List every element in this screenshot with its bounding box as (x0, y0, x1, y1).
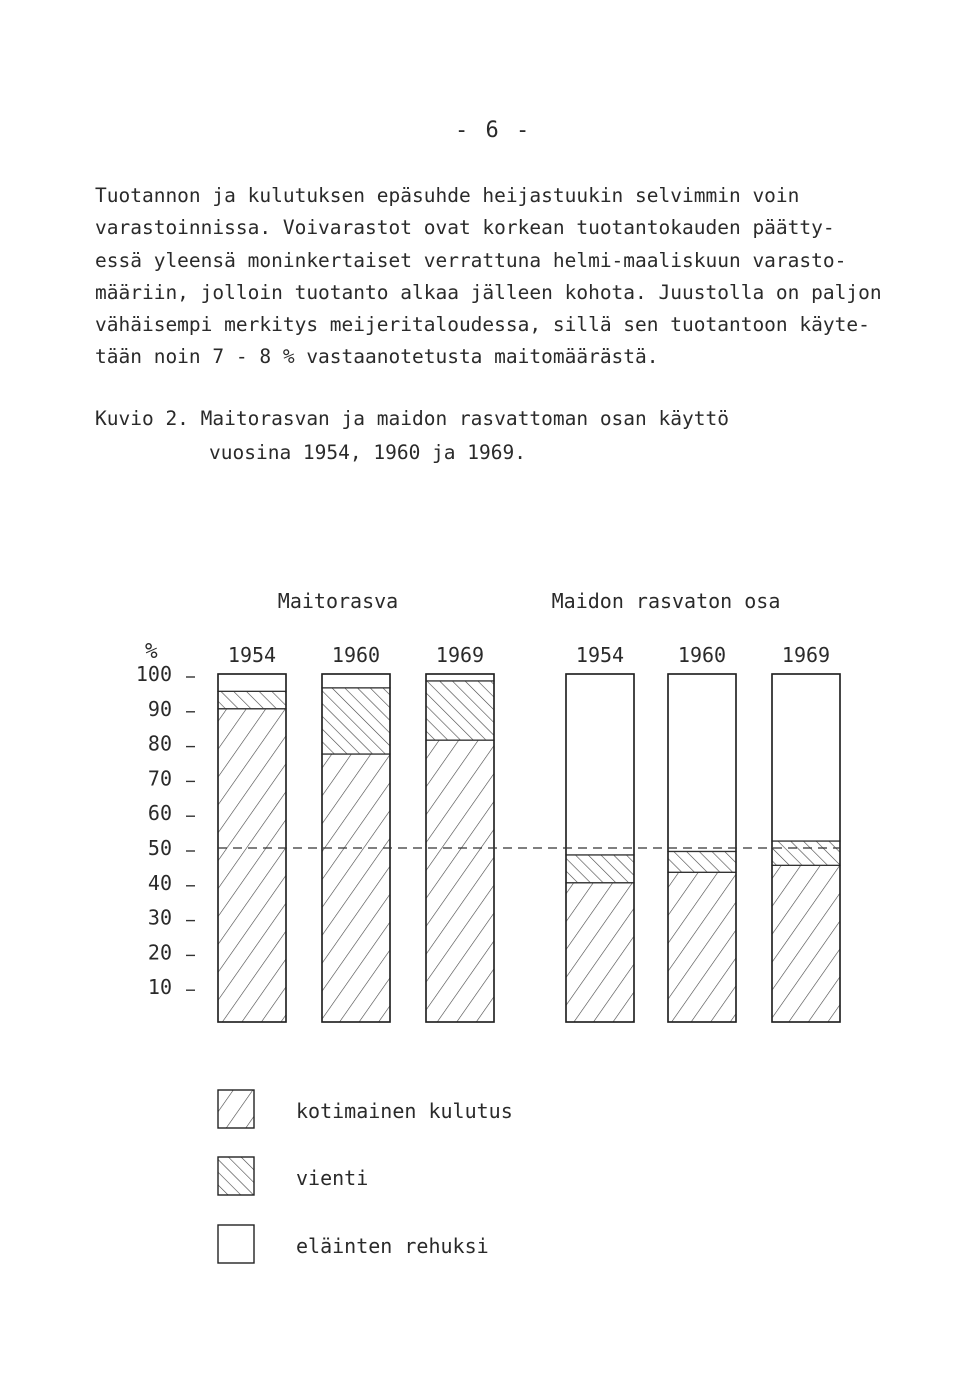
y-unit-label: % (145, 639, 158, 663)
y-tick-label: 60 (147, 801, 172, 826)
x-category-label: 1969 (435, 643, 485, 667)
paragraph-line: essä yleensä moninkertaiset verrattuna helmi-maaliskuun varasto- (95, 248, 847, 272)
legend-label: eläinten rehuksi (296, 1234, 489, 1258)
y-tick-label: 50 (147, 836, 172, 860)
bar-segment-domestic (566, 883, 634, 1022)
bar-segment-feed (566, 674, 634, 855)
paragraph-line: tään noin 7 - 8 % vastaanotetusta maitomäärästä. (95, 345, 659, 369)
bar-segment-feed (322, 674, 390, 688)
bar-segment-domestic (218, 709, 286, 1022)
x-category-label: 1954 (575, 643, 625, 667)
legend-swatch (218, 1225, 254, 1263)
bar-segment-domestic (772, 865, 840, 1022)
bar-segment-export (566, 855, 634, 883)
x-category-label: 1960 (331, 643, 381, 667)
y-tick-label: 30 (147, 905, 172, 930)
bar-segment-export (772, 841, 840, 865)
y-tick-label: 100 (135, 662, 172, 686)
group-title: Maidon rasvaton osa (551, 589, 781, 613)
bar-segment-export (322, 688, 390, 754)
bar-segment-domestic (426, 740, 494, 1022)
x-category-label: 1954 (227, 643, 277, 667)
page-number: - 6 - (455, 118, 532, 143)
y-tick-label: 90 (147, 696, 172, 721)
x-category-label: 1969 (781, 643, 831, 667)
legend-label: kotimainen kulutus (296, 1099, 513, 1123)
y-tick-label: 10 (147, 975, 172, 1000)
y-tick-label: 70 (147, 766, 172, 791)
paragraph-line: Tuotannon ja kulutuksen epäsuhde heijastuukin selvimmin voin (95, 184, 800, 207)
paragraph-line: varastoinnissa. Voivarastot ovat korkean tuotantokauden päätty- (95, 216, 835, 240)
y-tick-label: 40 (147, 870, 172, 895)
caption-line-1: Kuvio 2. Maitorasvan ja maidon rasvattoman osan käyttö (95, 407, 729, 430)
bar-segment-domestic (322, 754, 390, 1022)
bar-segment-export (426, 681, 494, 740)
paragraph-line: vähäisempi merkitys meijeritaloudessa, sillä sen tuotantoon käyte- (95, 313, 870, 337)
bar-segment-feed (772, 674, 840, 841)
y-tick-label: 80 (147, 731, 172, 756)
group-title: Maitorasva (277, 589, 399, 613)
legend-swatch (218, 1090, 254, 1128)
y-tick-label: 20 (147, 940, 172, 965)
bar-segment-feed (218, 674, 286, 691)
legend-label: vienti (296, 1166, 369, 1190)
bar-segment-feed (426, 674, 494, 681)
bar-segment-export (668, 851, 736, 872)
paragraph-line: määriin, jolloin tuotanto alkaa jälleen kohota. Juustolla on paljon (95, 280, 882, 304)
caption-line-2: vuosina 1954, 1960 ja 1969. (209, 441, 526, 464)
x-category-label: 1960 (677, 643, 727, 667)
bar-segment-feed (668, 674, 736, 851)
bar-segment-export (218, 691, 286, 708)
bar-segment-domestic (668, 872, 736, 1022)
legend-swatch (218, 1157, 254, 1195)
